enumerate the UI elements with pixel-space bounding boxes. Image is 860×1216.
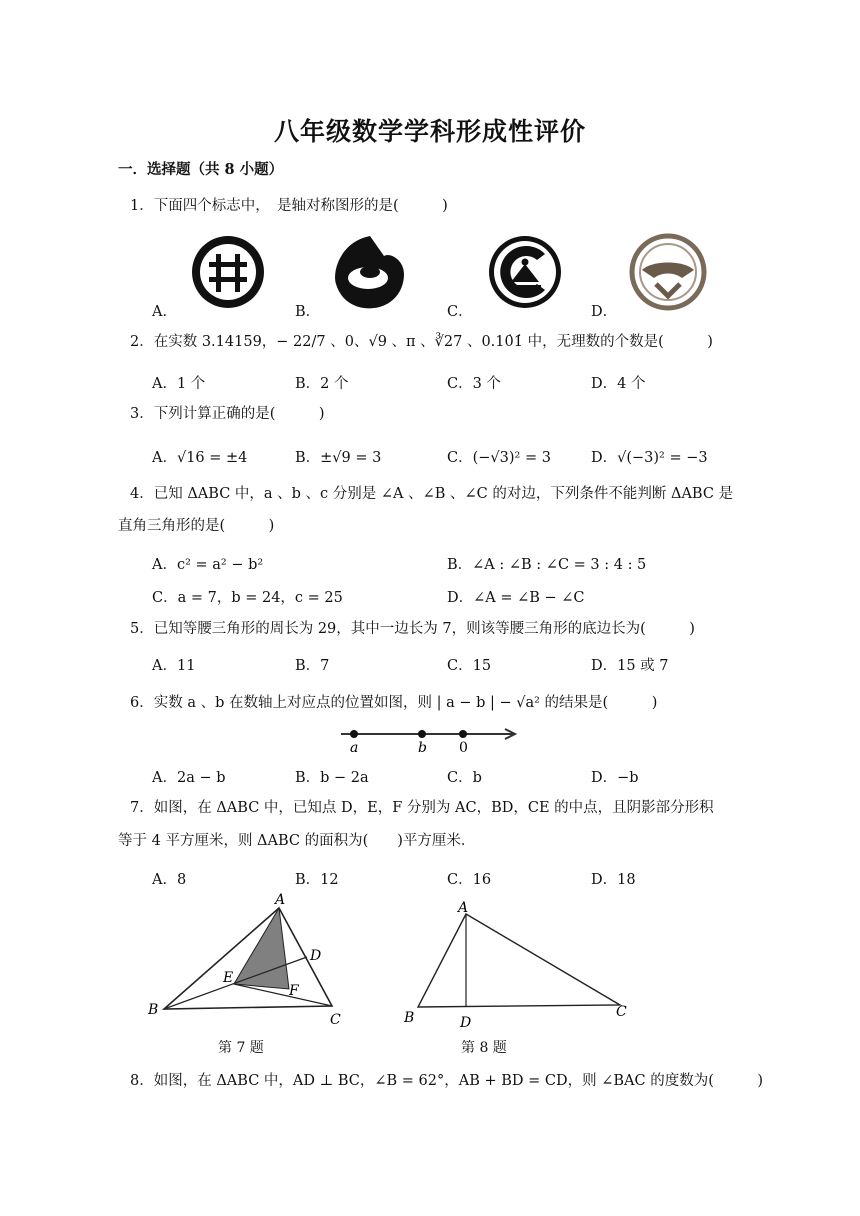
fig7-label-c: C <box>330 1012 341 1028</box>
q3-option-d: D．√(−3)² = −3 <box>591 450 708 466</box>
q3-option-c: C．(−√3)² = 3 <box>447 450 551 466</box>
question-5-stem: 5．已知等腰三角形的周长为 29，其中一边长为 7，则该等腰三角形的底边长为( ) <box>130 621 695 637</box>
q5-option-a: A．11 <box>152 658 196 674</box>
q2-option-c: C．3 个 <box>447 376 501 392</box>
fig8-label-a: A <box>458 900 469 916</box>
q2-option-d: D．4 个 <box>591 376 646 392</box>
fig7-label-a: A <box>275 892 286 908</box>
label-b: b <box>418 740 427 756</box>
shaded-triangle <box>234 908 289 989</box>
q7-option-a: A．8 <box>152 872 187 888</box>
q5-option-d: D．15 或 7 <box>591 658 669 674</box>
q5-option-b: B．7 <box>295 658 330 674</box>
point-zero <box>459 730 467 738</box>
question-7-stem-line1: 7．如图，在 ΔABC 中，已知点 D，E，F 分别为 AC，BD，CE 的中点，且阴影部分形积 <box>130 800 714 816</box>
logo-a-icon <box>188 232 268 312</box>
fig7-label-e: E <box>223 970 234 986</box>
q5-option-c: C．15 <box>447 658 492 674</box>
q7-option-c: C．16 <box>447 872 492 888</box>
page-title: 八年级数学学科形成性评价 <box>273 117 586 146</box>
label-zero: 0 <box>459 740 468 756</box>
q6-option-c: C．b <box>447 770 482 786</box>
q2-option-a: A．1 个 <box>152 376 206 392</box>
q1-label-c: C． <box>447 304 473 320</box>
number-line-figure <box>335 722 525 756</box>
q3-option-b: B．±√9 = 3 <box>295 450 382 466</box>
figure-7 <box>140 888 360 1033</box>
q1-label-a: A． <box>152 304 177 320</box>
q7-option-d: D．18 <box>591 872 636 888</box>
logo-c-icon <box>485 232 565 312</box>
q4-option-d: D．∠A = ∠B − ∠C <box>447 590 585 606</box>
question-2-stem: 2．在实数 3.14159，− 22/7 、0、√9 、π 、∛27 、0.10̇1̇ 中，无理数的个数是( ) <box>130 334 713 350</box>
label-a: a <box>350 740 359 756</box>
section-heading: 一．选择题（共 8 小题） <box>118 161 284 178</box>
point-b <box>418 730 426 738</box>
logo-d-icon <box>628 232 708 312</box>
figure-8-caption: 第 8 题 <box>461 1040 507 1056</box>
question-8-stem: 8．如图，在 ΔABC 中，AD ⊥ BC，∠B = 62°，AB + BD = CD，则 ∠BAC 的度数为( ) <box>130 1073 764 1089</box>
figure-8 <box>398 894 638 1034</box>
question-1-stem: 1．下面四个标志中， 是轴对称图形的是( ) <box>130 198 448 214</box>
question-4-stem-line1: 4．已知 ΔABC 中，a 、b 、c 分别是 ∠A 、∠B 、∠C 的对边，下列条件不能判断 ΔABC 是 <box>130 486 734 502</box>
q1-label-d: D． <box>591 304 618 320</box>
question-4-stem-line2: 直角三角形的是( ) <box>118 518 275 534</box>
question-3-stem: 3．下列计算正确的是( ) <box>130 406 325 422</box>
q1-label-b: B． <box>295 304 321 320</box>
q6-option-d: D．−b <box>591 770 639 786</box>
logo-b-icon <box>330 232 410 312</box>
q4-option-b: B．∠A : ∠B : ∠C = 3 : 4 : 5 <box>447 557 647 573</box>
q3-option-a: A．√16 = ±4 <box>152 450 248 466</box>
question-6-stem: 6．实数 a 、b 在数轴上对应点的位置如图，则 | a − b | − √a² 的结果是( ) <box>130 695 658 711</box>
q6-option-a: A．2a − b <box>152 770 226 786</box>
q7-option-b: B．12 <box>295 872 339 888</box>
fig7-label-b: B <box>148 1002 159 1018</box>
fig8-label-b: B <box>404 1010 415 1026</box>
q2-option-b: B．2 个 <box>295 376 349 392</box>
figure-7-caption: 第 7 题 <box>218 1040 264 1056</box>
triangle-abc <box>418 914 620 1007</box>
question-7-stem-line2: 等于 4 平方厘米，则 ΔABC 的面积为( )平方厘米． <box>118 833 476 849</box>
point-a <box>350 730 358 738</box>
fig7-label-f: F <box>289 983 299 999</box>
fig7-label-d: D <box>310 948 322 964</box>
triangle-abc <box>164 908 332 1009</box>
fig8-label-c: C <box>616 1004 627 1020</box>
fig8-label-d: D <box>460 1015 472 1031</box>
q4-option-a: A．c² = a² − b² <box>152 557 264 573</box>
q6-option-b: B．b − 2a <box>295 770 369 786</box>
q4-option-c: C．a = 7，b = 24，c = 25 <box>152 590 343 606</box>
